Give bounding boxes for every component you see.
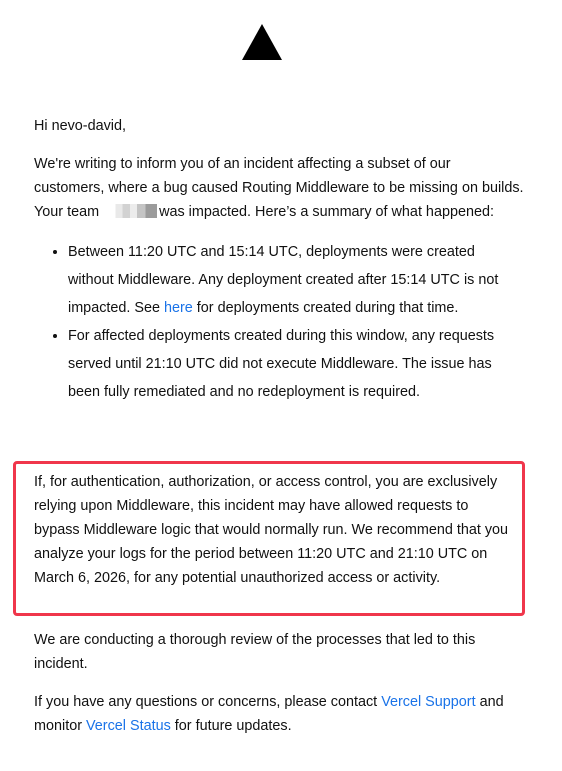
summary-list [34, 238, 524, 406]
intro-text-end: was impacted. Here’s a summary of what happened: [159, 204, 494, 220]
list-item [68, 238, 524, 322]
list-item: • For affected deployments created during this window, any requests served until 21:10 UTC did not execute Middleware. The issue has been fully remediated and no redeployment is required. [68, 322, 524, 406]
contact-text-middle: and monitor [34, 694, 504, 734]
email-body [34, 114, 524, 416]
warning-paragraph: If, for authentication, authorization, or access control, you are exclusively relying upon Middleware, this incident may have allowed requests to bypass Middleware logic that would normally run. We recommend that you analyze your logs for the period between 11:20 UTC and 21:10 UTC on March 6, 2026, for any potential unauthorized access or activity. [34, 474, 509, 586]
contact-text-start: If you have any questions or concerns, please contact [34, 694, 382, 710]
intro-text-start: We're writing to inform you of an incident affecting a subset of our customers, where a bug caused Routing Middleware to be missing on builds. Your team [34, 156, 524, 220]
vercel-status-link[interactable]: Vercel Status [85, 718, 171, 734]
intro-paragraph [34, 152, 524, 224]
vercel-support-link[interactable]: Vercel Support [381, 694, 476, 710]
redacted-team-name [105, 204, 157, 218]
contact-paragraph [34, 690, 524, 738]
contact-text-end: for future updates. [170, 718, 292, 734]
bullet1-text-end: for deployments created during that time. [192, 300, 459, 316]
bullet1-text-start: Between 11:20 UTC and 15:14 UTC, deployments were created without Middleware. Any deployment created after 15:14 UTC is not impacted. See [68, 244, 499, 316]
greeting: Hi nevo-david, [34, 118, 126, 134]
review-paragraph: We are conducting a thorough review of the processes that led to this incident. [34, 632, 476, 672]
here-link[interactable]: here [164, 300, 193, 316]
vercel-logo-icon [242, 24, 282, 60]
